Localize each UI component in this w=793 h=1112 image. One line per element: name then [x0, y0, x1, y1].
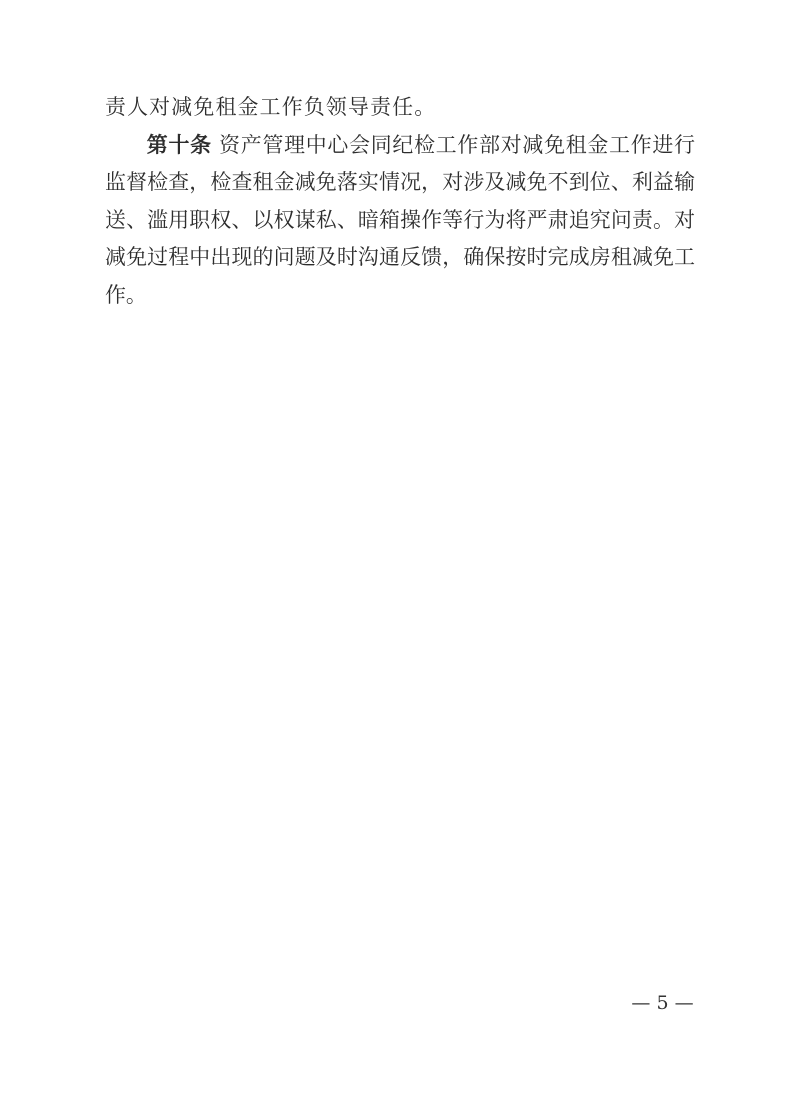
article-text: 资产管理中心会同纪检工作部对减免租金工作进行 [219, 132, 695, 157]
text-line: 责人对减免租金工作负领导责任。 [105, 95, 437, 119]
article-number-heading: 第十条 [146, 132, 212, 157]
text-line: 作。 [105, 282, 147, 307]
document-body [105, 89, 695, 315]
text-line: 送、滥用职权、以权谋私、暗箱操作等行为将严肃追究问责。对 [105, 207, 695, 232]
text-line: 监督检查，检查租金减免落实情况，对涉及减免不到位、利益输 [105, 170, 695, 195]
text-line-article [105, 127, 695, 165]
page-number: — 5 — [631, 992, 694, 1014]
text-line: 减免过程中出现的问题及时沟通反馈，确保按时完成房租减免工 [105, 245, 695, 270]
